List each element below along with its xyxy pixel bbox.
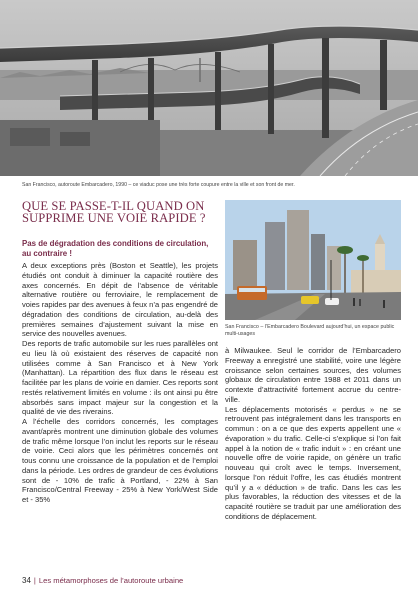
page-number: 34 (22, 576, 31, 585)
paragraph: à Milwaukee. Seul le corridor de l’Embarcadero Freeway a enregistré une stabilité, voire une légère croissance selon certaines sources, des volumes globaux de circulation entre 1988 et 2011 dans un contexte d’attractivité fortement accrue du centre-ville. (225, 346, 401, 404)
right-column (225, 346, 401, 522)
article-title: QUE SE PASSE-T-IL QUAND ON SUPPRIME UNE VOIE RAPIDE ? (22, 199, 206, 225)
left-column (22, 261, 218, 505)
paragraph: A deux exceptions près (Boston et Seattle), les projets étudiés ont conduit à diminuer la capacité routière des axes concernés. En dépit de l’absence de véritable alternative routière ou ferroviaire, le remplacement de voies rapides par des avenues à feux n’a pas engendré de dégradation des conditions de circulation, au-delà des premières semaines d’ajustement suivant la mise en service des nouvelles avenues. (22, 261, 218, 339)
paragraph: Des reports de trafic automobile sur les rues parallèles ont eu lieu là où existaient des réserves de capacité non utilisées comme à San Francisco et à New York (Manhattan). La répartition des flux dans le réseau est facilitée par les plans de voirie en damier. Ces reports sont restés relativement limités en volume : ils ont ainsi pu être absorbés sans impact majeur sur la congestion et la qualité de vie des riverains. (22, 339, 218, 417)
footer-separator: | (33, 576, 36, 585)
top-photo-caption: San Francisco, autoroute Embarcadero, 1990 – ce viaduc pose une très forte coupure entre la ville et son front de mer. (22, 182, 295, 188)
paragraph: Les déplacements motorisés « perdus » ne se retrouvent pas intégralement dans les transports en commun : on a ce que des experts appellent une « évaporation » du trafic. Celle-ci s’explique si l’on fait appel à la notion de « trafic induit » : en créant une nouvelle offre de voirie rapide, on génère un trafic nouveau qui croît avec le temps. Inversement, lorsque l’on réduit l’offre, les cas étudiés montrent qu’il y a « déduction » de trafic. Dans les cas les plus favorables, la réduction des vitesses et de la capacité routière se traduit par une amélioration des conditions de déplacement. (225, 404, 401, 521)
paragraph: A l’échelle des corridors concernés, les comptages avant/après montrent une diminution globale des volumes de trafic même lorsque l’on inclut les reports sur le réseau de voirie. Ceci alors que les périmètres concernés ont tous connu une croissance de la population et de l’emploi dans la période. Les ordres de grandeur de ces évolutions sont de - 10% de trafic à Portland, - 22% à San Francisco/Central Freeway - 25% à New York/West Side et - 35% (22, 417, 218, 504)
right-photo-caption: San Francisco – l’Embarcadero Boulevard aujourd’hui, un espace public multi-usages (225, 324, 395, 337)
embarcadero-boulevard-photo (225, 200, 401, 320)
article-subhead: Pas de dégradation des conditions de circulation, au contraire ! (22, 239, 209, 258)
page-footer (22, 576, 183, 588)
publication-title: Les métamorphoses de l’autoroute urbaine (38, 576, 184, 585)
embarcadero-freeway-photo (0, 0, 418, 176)
